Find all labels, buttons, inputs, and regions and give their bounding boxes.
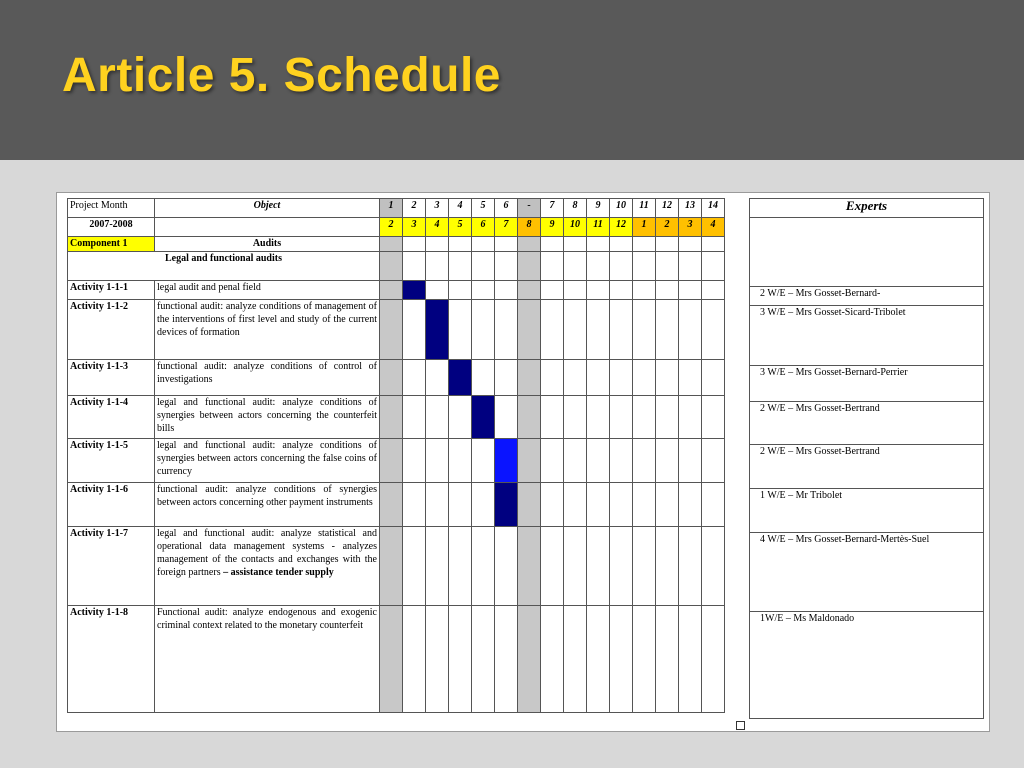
gantt-cell — [449, 300, 472, 360]
gantt-cell — [518, 483, 541, 527]
gantt-cell — [426, 606, 449, 713]
gantt-cell — [587, 606, 610, 713]
gantt-cell — [633, 237, 656, 252]
calendar-month-cell: 11 — [587, 218, 610, 237]
gantt-cell — [518, 281, 541, 300]
gantt-cell — [587, 252, 610, 281]
gantt-cell — [472, 237, 495, 252]
gantt-cell — [679, 360, 702, 396]
activity-description-text: legal and functional audit: analyze conditions of synergies between actors concerning the false coins of currency — [157, 440, 377, 477]
gantt-cell — [564, 483, 587, 527]
gantt-cell — [633, 300, 656, 360]
gantt-cell — [380, 237, 403, 252]
gantt-cell — [541, 281, 564, 300]
month-header-cell: 9 — [587, 199, 610, 218]
gantt-cell — [403, 483, 426, 527]
experts-header: Experts — [750, 199, 984, 218]
gantt-cell — [518, 300, 541, 360]
gantt-cell — [518, 606, 541, 713]
month-header-cell: 14 — [702, 199, 725, 218]
activity-row — [68, 360, 725, 396]
object-header: Object — [155, 199, 380, 218]
activity-description-text: legal audit and penal field — [157, 282, 261, 293]
gantt-cell — [587, 483, 610, 527]
gantt-cell — [633, 396, 656, 439]
gantt-cell — [564, 237, 587, 252]
activity-row — [68, 483, 725, 527]
resize-handle[interactable] — [736, 721, 745, 730]
activity-description-text: functional audit: analyze conditions of management of the interventions of first level and study of the current devices of formation — [157, 301, 377, 338]
month-header-cell: 4 — [449, 199, 472, 218]
activity-row — [68, 527, 725, 606]
component-title: Audits — [155, 237, 380, 252]
calendar-month-cell: 10 — [564, 218, 587, 237]
gantt-cell — [541, 252, 564, 281]
year-object-cell — [155, 218, 380, 237]
gantt-cell — [610, 439, 633, 483]
gantt-cell — [426, 483, 449, 527]
gantt-cell — [380, 252, 403, 281]
gantt-cell — [610, 300, 633, 360]
gantt-bar — [449, 360, 472, 396]
month-header-cell: 7 — [541, 199, 564, 218]
month-header-cell: 1 — [380, 199, 403, 218]
activity-description-text: legal and functional audit: analyze statistical and operational data management systems - analyzes management of the contacts and exchanges with the foreign partners — [157, 528, 377, 578]
gantt-cell — [380, 360, 403, 396]
gantt-cell — [656, 483, 679, 527]
gantt-cell — [495, 237, 518, 252]
gantt-cell — [656, 300, 679, 360]
gantt-cell — [610, 360, 633, 396]
gantt-cell — [403, 300, 426, 360]
calendar-month-cell: 1 — [633, 218, 656, 237]
gantt-cell — [587, 237, 610, 252]
activity-id: Activity 1-1-7 — [68, 527, 155, 606]
month-header-cell: 6 — [495, 199, 518, 218]
expert-entry: 2 W/E – Mrs Gosset-Bertrand — [750, 402, 984, 445]
activity-id: Activity 1-1-8 — [68, 606, 155, 713]
month-header-cell: 5 — [472, 199, 495, 218]
gantt-cell — [426, 396, 449, 439]
gantt-cell — [564, 360, 587, 396]
gantt-cell — [426, 439, 449, 483]
gantt-cell — [541, 300, 564, 360]
gantt-cell — [472, 483, 495, 527]
gantt-cell — [495, 360, 518, 396]
gantt-cell — [587, 396, 610, 439]
gantt-cell — [541, 237, 564, 252]
calendar-month-cell: 6 — [472, 218, 495, 237]
activity-description — [155, 300, 380, 360]
activity-description-text: functional audit: analyze conditions of control of investigations — [157, 361, 377, 385]
gantt-cell — [610, 252, 633, 281]
calendar-month-cell: 3 — [679, 218, 702, 237]
month-header-cell: 3 — [426, 199, 449, 218]
gantt-cell — [449, 396, 472, 439]
calendar-month-cell: 2 — [380, 218, 403, 237]
gantt-cell — [541, 483, 564, 527]
activity-id: Activity 1-1-4 — [68, 396, 155, 439]
gantt-bar — [426, 300, 449, 360]
activity-row — [68, 281, 725, 300]
gantt-cell — [403, 439, 426, 483]
gantt-cell — [702, 360, 725, 396]
gantt-bar — [472, 396, 495, 439]
component-label: Component 1 — [68, 237, 155, 252]
gantt-cell — [656, 237, 679, 252]
gantt-cell — [403, 527, 426, 606]
year-label: 2007-2008 — [68, 218, 155, 237]
gantt-cell — [449, 237, 472, 252]
gantt-cell — [610, 281, 633, 300]
gantt-cell — [518, 396, 541, 439]
activity-description — [155, 360, 380, 396]
activity-description — [155, 439, 380, 483]
gantt-cell — [380, 606, 403, 713]
gantt-cell — [541, 439, 564, 483]
gantt-cell — [587, 439, 610, 483]
gantt-cell — [426, 281, 449, 300]
activity-description — [155, 527, 380, 606]
gantt-cell — [541, 360, 564, 396]
gantt-cell — [449, 439, 472, 483]
gantt-cell — [656, 396, 679, 439]
activity-id: Activity 1-1-6 — [68, 483, 155, 527]
gantt-cell — [472, 439, 495, 483]
expert-entry: 1 W/E – Mr Tribolet — [750, 489, 984, 533]
gantt-cell — [656, 252, 679, 281]
gantt-cell — [403, 606, 426, 713]
component-subtitle: Legal and functional audits — [68, 252, 380, 281]
gantt-cell — [449, 527, 472, 606]
calendar-month-cell: 9 — [541, 218, 564, 237]
activity-row — [68, 439, 725, 483]
gantt-cell — [449, 483, 472, 527]
gantt-cell — [702, 527, 725, 606]
expert-entry: 2 W/E – Mrs Gosset-Bernard- — [750, 287, 984, 306]
gantt-cell — [495, 252, 518, 281]
gantt-cell — [403, 396, 426, 439]
expert-entry: 3 W/E – Mrs Gosset-Sicard-Tribolet — [750, 306, 984, 366]
gantt-cell — [564, 439, 587, 483]
gantt-cell — [610, 237, 633, 252]
gantt-cell — [587, 281, 610, 300]
activity-row — [68, 396, 725, 439]
gantt-cell — [679, 237, 702, 252]
gantt-cell — [472, 527, 495, 606]
gantt-cell — [702, 396, 725, 439]
gantt-cell — [679, 527, 702, 606]
gantt-bar — [495, 483, 518, 527]
calendar-month-cell: 5 — [449, 218, 472, 237]
gantt-cell — [472, 281, 495, 300]
gantt-cell — [702, 281, 725, 300]
gantt-cell — [633, 439, 656, 483]
gantt-cell — [449, 252, 472, 281]
gantt-cell — [679, 606, 702, 713]
gantt-cell — [656, 439, 679, 483]
gantt-cell — [679, 300, 702, 360]
gantt-cell — [449, 606, 472, 713]
gantt-cell — [380, 439, 403, 483]
gantt-cell — [380, 281, 403, 300]
gantt-cell — [518, 360, 541, 396]
activity-description — [155, 606, 380, 713]
gantt-cell — [518, 252, 541, 281]
gantt-cell — [610, 606, 633, 713]
gantt-cell — [679, 252, 702, 281]
gantt-cell — [380, 396, 403, 439]
gantt-cell — [679, 281, 702, 300]
expert-entry: 2 W/E – Mrs Gosset-Bertrand — [750, 445, 984, 489]
gantt-cell — [679, 439, 702, 483]
gantt-cell — [702, 237, 725, 252]
gantt-cell — [541, 606, 564, 713]
slide-title: Article 5. Schedule — [62, 49, 501, 102]
gantt-cell — [472, 606, 495, 713]
gantt-cell — [380, 483, 403, 527]
gantt-cell — [679, 396, 702, 439]
gantt-cell — [633, 281, 656, 300]
gantt-cell — [518, 237, 541, 252]
calendar-month-cell: 4 — [702, 218, 725, 237]
gantt-cell — [656, 606, 679, 713]
gantt-cell — [633, 527, 656, 606]
calendar-month-cell: 7 — [495, 218, 518, 237]
gantt-cell — [518, 439, 541, 483]
experts-table — [749, 198, 984, 719]
gantt-cell — [541, 527, 564, 606]
activity-description-bold: – assistance tender supply — [220, 567, 334, 578]
gantt-cell — [426, 237, 449, 252]
gantt-cell — [587, 527, 610, 606]
activity-description — [155, 281, 380, 300]
activity-id: Activity 1-1-1 — [68, 281, 155, 300]
gantt-cell — [564, 396, 587, 439]
gantt-cell — [426, 527, 449, 606]
gantt-cell — [702, 300, 725, 360]
activity-description-text: legal and functional audit: analyze conditions of synergies between actors concerning the counterfeit bills — [157, 397, 377, 434]
month-header-cell: 11 — [633, 199, 656, 218]
expert-entry: 4 W/E – Mrs Gosset-Bernard-Mertès-Suel — [750, 533, 984, 612]
month-header-cell: 12 — [656, 199, 679, 218]
month-header-cell: 8 — [564, 199, 587, 218]
gantt-cell — [633, 252, 656, 281]
activity-description-text: functional audit: analyze conditions of synergies between actors concerning other payment instruments — [157, 484, 377, 508]
month-header-cell: - — [518, 199, 541, 218]
activity-description — [155, 396, 380, 439]
calendar-month-cell: 4 — [426, 218, 449, 237]
expert-entry: 3 W/E – Mrs Gosset-Bernard-Perrier — [750, 366, 984, 402]
gantt-cell — [449, 281, 472, 300]
activity-id: Activity 1-1-5 — [68, 439, 155, 483]
activity-description-text: Functional audit: analyze endogenous and exogenic criminal context related to the monetary counterfeit — [157, 607, 377, 631]
gantt-cell — [495, 281, 518, 300]
month-header-cell: 13 — [679, 199, 702, 218]
gantt-cell — [564, 252, 587, 281]
gantt-cell — [633, 606, 656, 713]
month-header-cell: 2 — [403, 199, 426, 218]
gantt-cell — [656, 360, 679, 396]
gantt-bar — [495, 439, 518, 483]
gantt-cell — [495, 527, 518, 606]
gantt-cell — [541, 396, 564, 439]
schedule-sheet — [56, 192, 990, 732]
gantt-cell — [495, 396, 518, 439]
project-month-label: Project Month — [68, 199, 155, 218]
gantt-cell — [702, 606, 725, 713]
gantt-cell — [380, 300, 403, 360]
gantt-cell — [610, 527, 633, 606]
gantt-cell — [587, 360, 610, 396]
expert-entry: 1W/E – Ms Maldonado — [750, 612, 984, 719]
gantt-cell — [380, 527, 403, 606]
gantt-cell — [679, 483, 702, 527]
gantt-cell — [472, 252, 495, 281]
activity-id: Activity 1-1-2 — [68, 300, 155, 360]
gantt-cell — [403, 237, 426, 252]
gantt-cell — [472, 300, 495, 360]
gantt-cell — [564, 300, 587, 360]
gantt-cell — [656, 281, 679, 300]
calendar-month-cell: 3 — [403, 218, 426, 237]
calendar-month-cell: 12 — [610, 218, 633, 237]
activity-id: Activity 1-1-3 — [68, 360, 155, 396]
activity-row — [68, 300, 725, 360]
gantt-table — [67, 198, 725, 713]
gantt-cell — [702, 483, 725, 527]
gantt-cell — [403, 252, 426, 281]
gantt-cell — [610, 396, 633, 439]
month-header-cell: 10 — [610, 199, 633, 218]
gantt-cell — [495, 300, 518, 360]
gantt-cell — [633, 483, 656, 527]
gantt-cell — [518, 527, 541, 606]
gantt-cell — [702, 252, 725, 281]
activity-row — [68, 606, 725, 713]
gantt-cell — [426, 360, 449, 396]
gantt-cell — [702, 439, 725, 483]
gantt-cell — [633, 360, 656, 396]
gantt-cell — [403, 360, 426, 396]
gantt-cell — [610, 483, 633, 527]
gantt-cell — [656, 527, 679, 606]
gantt-bar — [403, 281, 426, 300]
calendar-month-cell: 8 — [518, 218, 541, 237]
gantt-cell — [472, 360, 495, 396]
gantt-cell — [426, 252, 449, 281]
gantt-cell — [564, 281, 587, 300]
experts-spacer — [750, 218, 984, 287]
activity-description — [155, 483, 380, 527]
gantt-cell — [495, 606, 518, 713]
gantt-cell — [587, 300, 610, 360]
calendar-month-cell: 2 — [656, 218, 679, 237]
gantt-cell — [564, 606, 587, 713]
gantt-cell — [564, 527, 587, 606]
